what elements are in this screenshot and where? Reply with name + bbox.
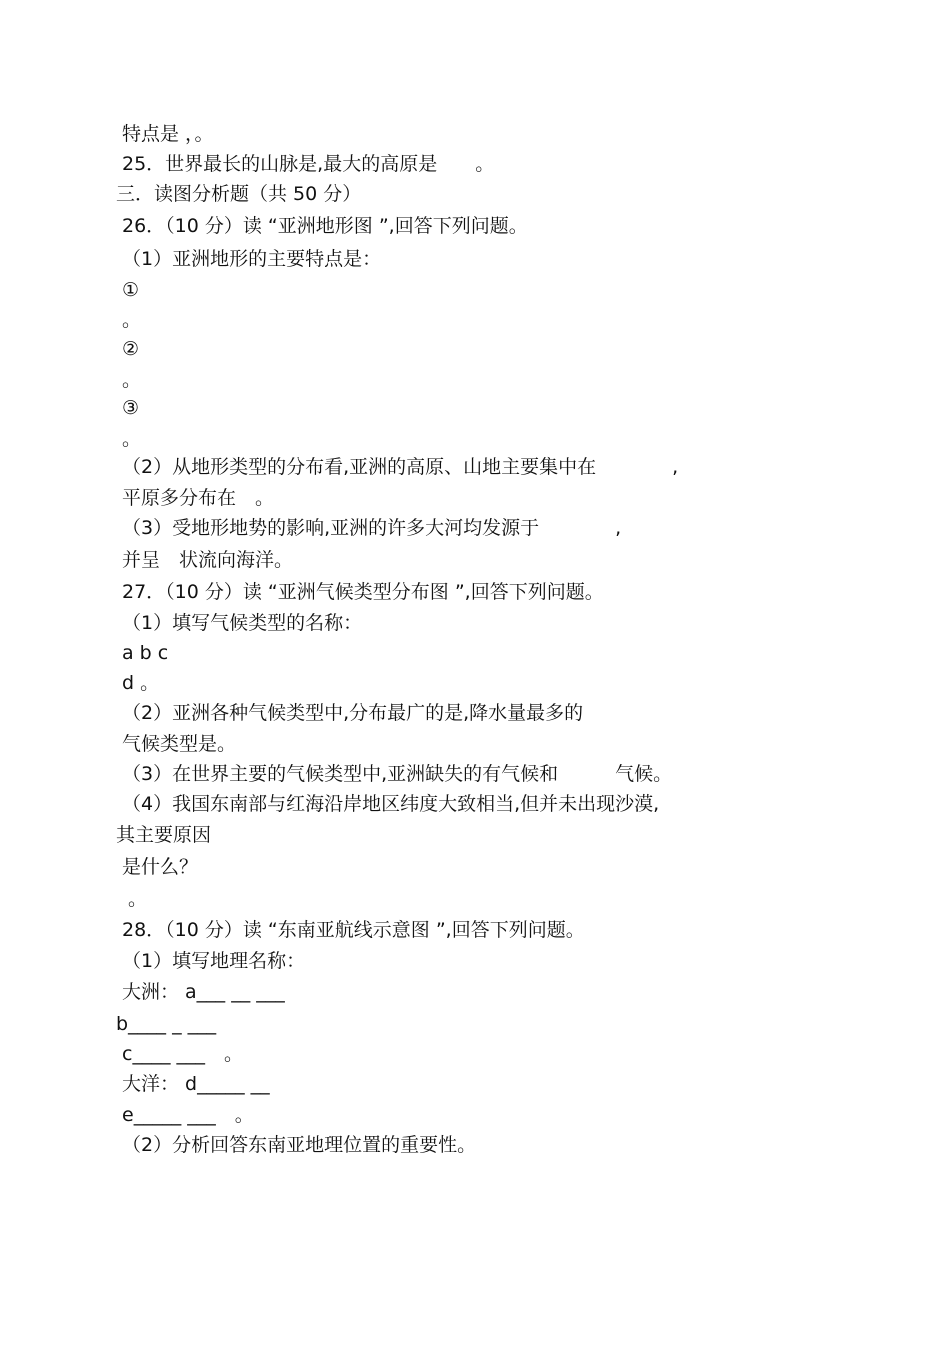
q28-continent-c: c____ ___ 。 [122, 1043, 243, 1065]
q28-title: 28．（10 分）读 “东南亚航线示意图 ”,回答下列问题。 [122, 919, 585, 941]
q26-item3-end: 。 [122, 428, 142, 450]
q26-item2-end: 。 [122, 369, 142, 391]
q28-continent-b: b____ _ ___ [116, 1013, 217, 1035]
q27-part4-question: 是什么？ [122, 856, 199, 878]
q26-item1-end: 。 [122, 309, 142, 331]
q27-part2-cont: 气候类型是。 [122, 733, 237, 755]
q26-part3-cont: 并呈 状流向海洋。 [122, 549, 294, 571]
q27-part2: （2）亚洲各种气候类型中,分布最广的是,降水量最多的 [122, 702, 584, 724]
q27-blanks-abc: a b c [122, 642, 169, 664]
q26-item1-marker: ① [122, 279, 140, 301]
q26-part2-cont: 平原多分布在 。 [122, 487, 275, 509]
q28-ocean-e: e_____ ___ 。 [122, 1104, 254, 1126]
q28-part2: （2）分析回答东南亚地理位置的重要性。 [122, 1134, 477, 1156]
q28-continent-a: 大洲： a___ __ ___ [122, 981, 285, 1003]
section-3-heading: 三．读图分析题（共 50 分） [116, 183, 362, 205]
q27-part4-end: 。 [128, 888, 148, 910]
q26-part1: （1）亚洲地形的主要特点是： [122, 248, 382, 270]
q26-title: 26．（10 分）读 “亚洲地形图 ”,回答下列问题。 [122, 215, 528, 237]
q26-item3-marker: ③ [122, 397, 140, 419]
q27-part4: （4）我国东南部与红海沿岸地区纬度大致相当,但并未出现沙漠, [122, 793, 660, 815]
q26-item2-marker: ② [122, 338, 140, 360]
q28-ocean-d: 大洋： d_____ __ [122, 1073, 270, 1095]
q27-part1: （1）填写气候类型的名称： [122, 612, 363, 634]
q27-blank-d: d 。 [122, 672, 160, 694]
q27-part3: （3）在世界主要的气候类型中,亚洲缺失的有气候和 气候。 [122, 763, 673, 785]
q27-title: 27．（10 分）读 “亚洲气候类型分布图 ”,回答下列问题。 [122, 581, 604, 603]
q24-continuation: 特点是 ，。 [122, 123, 214, 145]
q28-part1: （1）填写地理名称： [122, 950, 306, 972]
q25-text: 25．世界最长的山脉是,最大的高原是 。 [122, 153, 495, 175]
q27-part4-cont: 其主要原因 [116, 824, 212, 846]
q26-part3: （3）受地形地势的影响,亚洲的许多大河均发源于 , [122, 517, 622, 539]
q26-part2: （2）从地形类型的分布看,亚洲的高原、山地主要集中在 , [122, 456, 679, 478]
